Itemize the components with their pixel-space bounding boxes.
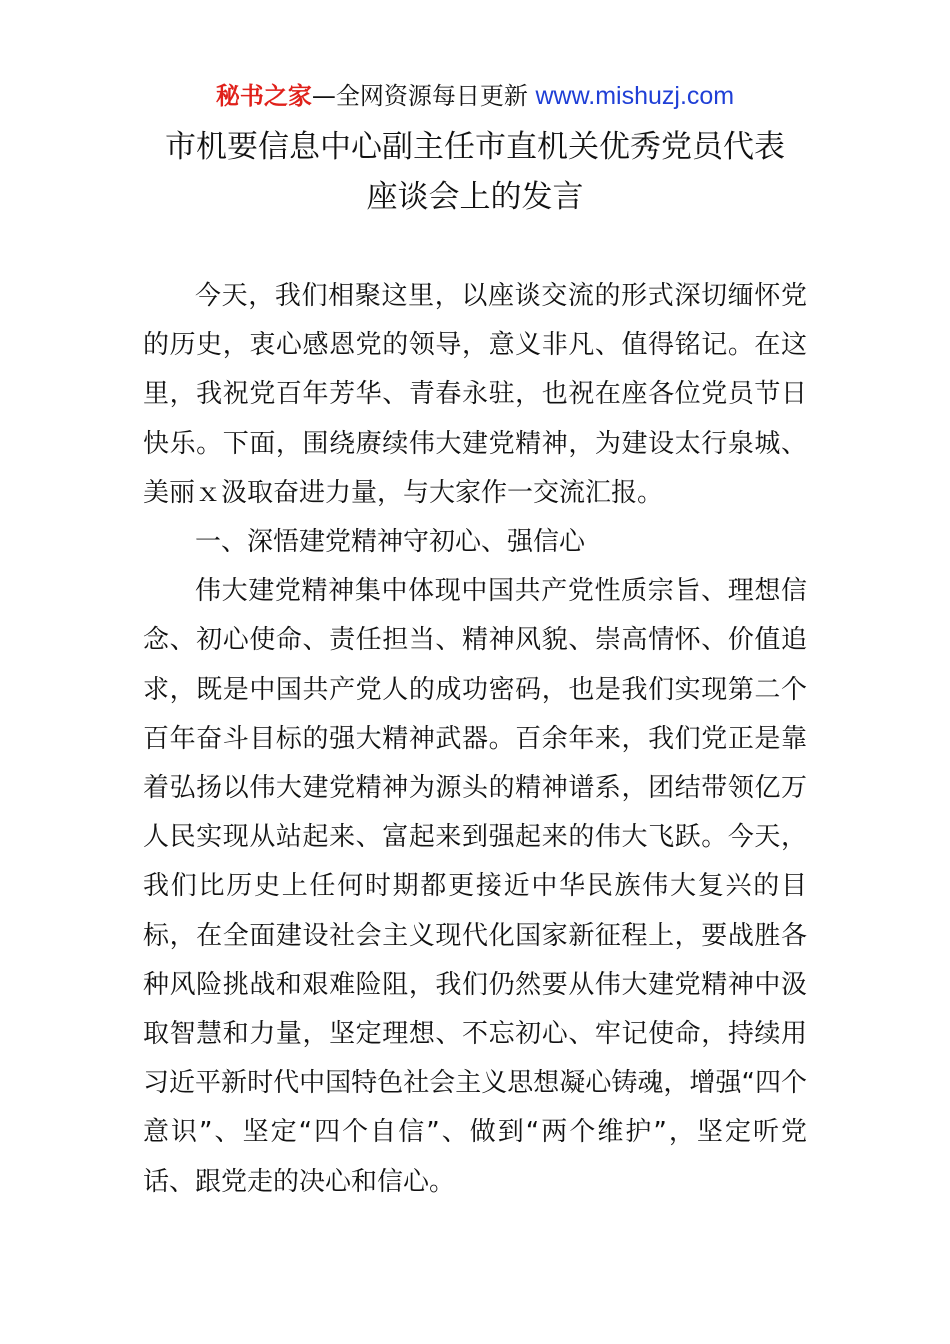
document-body xyxy=(143,272,807,1207)
site-header xyxy=(0,78,950,114)
brand-name: 秘书之家 xyxy=(215,82,312,110)
document-title xyxy=(100,122,850,222)
paragraph-intro: 今天，我们相聚这里，以座谈交流的形式深切缅怀党的历史，衷心感恩党的领导，意义非凡、值得铭记。在这里，我祝党百年芳华、青春永驻，也祝在座各位党员节日快乐。下面，围绕赓续伟大建党精神，为建设太行泉城、美丽ｘ汲取奋进力量，与大家作一交流汇报。 xyxy=(143,281,807,508)
title-line-1: 市机要信息中心副主任市直机关优秀党员代表 xyxy=(165,129,785,165)
section-heading: 一、深悟建党精神守初心、强信心 xyxy=(195,527,586,558)
title-line-2: 座谈会上的发言 xyxy=(366,179,584,215)
paragraph-section-1: 伟大建党精神集中体现中国共产党性质宗旨、理想信念、初心使命、责任担当、精神风貌、崇高情怀、价值追求，既是中国共产党人的成功密码，也是我们实现第二个百年奋斗目标的强大精神武器。百余年来，我们党正是靠着弘扬以伟大建党精神为源头的精神谱系，团结带领亿万人民实现从站起来、富起来到强起来的伟大飞跃。今天，我们比历史上任何时期都更接近中华民族伟大复兴的目标，在全面建设社会主义现代化国家新征程上，要战胜各种风险挑战和艰难险阻，我们仍然要从伟大建党精神中汲取智慧和力量，坚定理想、不忘初心、牢记使命，持续用习近平新时代中国特色社会主义思想凝心铸魂，增强“四个意识”、坚定“四个自信”、做到“两个维护”，坚定听党话、跟党走的决心和信心。 xyxy=(143,576,807,1197)
site-tagline: —全网资源每日更新 xyxy=(311,82,536,110)
site-url-link[interactable]: www.mishuzj.com xyxy=(535,82,735,110)
